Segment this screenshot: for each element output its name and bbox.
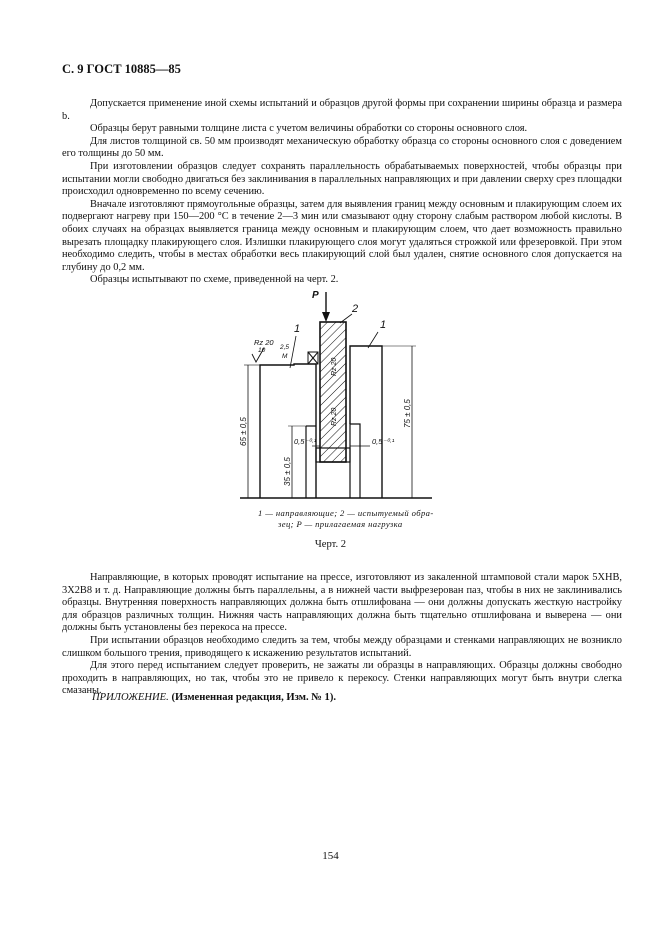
svg-text:2,5: 2,5 — [280, 344, 290, 351]
page-number: 154 — [322, 850, 339, 862]
paragraph: При изготовлении образцов следует сохранять параллельность обрабатываемых поверхностей, чтобы образцы при испытании могли свободно двигаться без заклинивания в параллельных направляющих и при давлении сверху срез площадки происходил одновременно по всему сечению. — [62, 160, 622, 198]
roughness-rz-label: Rz 20 — [254, 338, 274, 347]
svg-text:10: 10 — [258, 347, 266, 354]
appendix-note — [92, 692, 336, 703]
dim-gap-right: 0,5⁻⁰·¹ — [372, 437, 395, 446]
page-header: С. 9 ГОСТ 10885—85 — [62, 62, 181, 76]
right-guide — [350, 424, 360, 498]
dim-right-total: 75 ± 0,5 — [403, 399, 412, 428]
paragraph: Направляющие, в которых проводят испытание на прессе, изготовляют из закаленной штамповой стали марок 5ХНВ, 3Х2В8 и т. д. Направляющие должны быть параллельны, а в нижней части выфрезерован паз, чтобы в них не заклинивались образцы. Внутренняя поверхность направляющих должна быть отшлифована — они должны допускать жесткую настройку для образцов различных толщин. Нижняя часть направляющих должна быть тщательно отшлифована и выверена — они должны быть установлены без перекоса на прессе. — [62, 572, 622, 634]
test-scheme-drawing — [236, 286, 436, 504]
figure-title: Черт. 2 — [314, 539, 347, 550]
caption-line: 1 — направляющие; 2 — испытуемый обра- — [258, 508, 434, 518]
dim-lower: 35 ± 0,5 — [283, 457, 292, 486]
roughness-rz-vertical: Rz 20 — [331, 357, 338, 376]
dim-gap-left: 0,5⁻⁰·¹ — [294, 437, 317, 446]
caption-line: зец; P — прилагаемая нагрузка — [278, 519, 403, 529]
figure-caption — [258, 508, 434, 530]
specimen — [320, 322, 346, 462]
svg-text:M: M — [282, 353, 288, 360]
paragraph: Вначале изготовляют прямоугольные образцы, затем для выявления границ между основным и плакирующим слоем их подвергают нагреву при 150—200 °С в течение 2—3 мин или смазывают одну сторону слабым раствором любой кислоты. В обоих случаях на образцах выявляется граница между основным и плакирующим слоем, что дает возможность правильно вырезать площадку плакирующего слоя. Излишки плакирующего слоя могут удаляться строжкой или фрезеровкой. При этом необходимо следить, чтобы в местах обработки весь плакирующий слой был удален, снятие основного слоя допускается на глубину до 0,2 мм. — [62, 198, 622, 273]
body-text-top — [62, 98, 622, 287]
right-guide-label: 1 — [380, 319, 387, 331]
paragraph: Допускается применение иной схемы испытаний и образцов другой формы при сохранении ширины образца и размера b. — [62, 98, 622, 122]
paragraph: При испытании образцов необходимо следить за тем, чтобы между образцами и стенками направляющих не возникло слишком большого трения, приводящего к искажению результатов испытаний. — [62, 634, 622, 659]
appendix-edit: (Измененная редакция, Изм. № 1). — [171, 692, 337, 703]
paragraph: Для листов толщиной св. 50 мм производят механическую обработку образца со стороны основного слоя с доведением его толщины до 50 мм. — [62, 135, 622, 160]
appendix-label: ПРИЛОЖЕНИЕ. — [92, 692, 169, 703]
body-text-bottom — [62, 572, 622, 698]
paragraph: Образцы берут равными толщине листа с учетом величины обработки со стороны основного слоя. — [90, 123, 528, 135]
left-guide-label: 1 — [294, 323, 301, 335]
load-label: P — [312, 290, 319, 301]
roughness-rz-vertical-lower: Rz 20 — [331, 407, 338, 426]
specimen-label: 2 — [352, 303, 359, 315]
paragraph: Образцы испытывают по схеме, приведенной на черт. 2. — [90, 274, 339, 286]
paragraph: Для этого перед испытанием следует проверить, не зажаты ли образцы в направляющих. Образцы должны свободно проходить в направляющих, но так, чтобы это не привело к перекосу. Стенки направляющих могут быть внутри слегка смазаны. — [62, 660, 622, 697]
dim-left-total: 65 ± 0,5 — [239, 417, 248, 446]
